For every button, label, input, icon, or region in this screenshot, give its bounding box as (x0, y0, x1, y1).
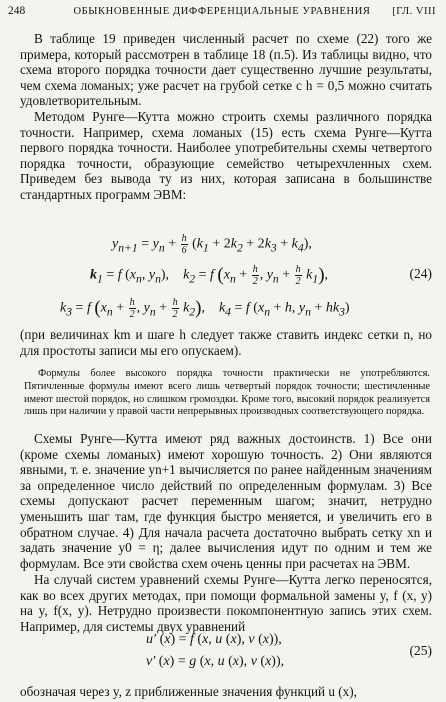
equation-number-25: (25) (409, 643, 432, 658)
paragraph-text: (при величинах km и шаге h следует также ставить индекс сетки n, но для простоты записи мы его опускаем). (20, 327, 432, 358)
equation-number-24: (24) (409, 266, 432, 281)
paragraph-notation (20, 684, 432, 700)
equation-24-line2: $k_1 = f$ ($x_n$, $y_n$), $k_2 = f$ ($x_n$ + $\frac{h}{2}$ , $y_n$ + $\frac{h}{2}$ $k_1$), (90, 264, 329, 287)
paragraph-text: обозначая через y, z приближенные значения функций u (x), (20, 684, 357, 699)
paragraph-text: В таблице 19 приведен численный расчет по схеме (22) того же примера, который рассмотрен в таблице 18 (п.5). Из таблицы видно, что схема второго порядка точности дает существенно лучшие результаты, чем схема ломаных; уже расчет на грубой сетке с h = 0,5 можно считать удовлетворительным. (20, 31, 432, 109)
paragraph-table19 (20, 31, 432, 109)
running-header (8, 5, 436, 21)
chapter-label: [ГЛ. VIII (392, 6, 436, 17)
paragraph-advantages (20, 431, 432, 571)
paragraph-text: Методом Рунге—Кутта можно строить схемы различного порядка точности. Например, схема ломаных (15) есть схема Рунге—Кутта первого порядка точности. Наиболее употребительны схемы четвертого порядка точности, образующие семейство четырехчленных схем. Приведем без вывода ту из них, которая записана в большинстве стандартных программ ЭВМ: (20, 109, 432, 202)
paragraph-text: Схемы Рунге—Кутта имеют ряд важных достоинств. 1) Все они (кроме схемы ломаных) имеют хорошую точность. 2) Они являются явными, т. е. значение yn+1 вычисляется по ранее найденным значениям за определенное число действий по определенным формулам. 3) Все схемы допускают расчет переменным шагом; значит, нетрудно уменьшить шаг там, где функция быстро меняется, и увеличить его в обратном случае. 4) Для начала расчета достаточно выбрать сетку xn и задать значение y0 = η; далее вычисления идут по одним и тем же формулам. Все эти свойства схем очень ценны при расчетах на ЭВМ. (20, 431, 432, 571)
equation-24-line3: $k_3 = f$ ($x_n$ + $\frac{h}{2}$ , $y_n$ + $\frac{h}{2}$ $k_2$), $k_4 = f$ ($x_n + h$, $y_n + hk_3$) (60, 297, 350, 320)
small-print-note (24, 368, 430, 419)
equation-25-line1: u′ (x) = f (x, u (x), v (x)), (146, 632, 282, 647)
page-number: 248 (8, 5, 26, 17)
running-title: ОБЫКНОВЕННЫЕ ДИФФЕРЕНЦИАЛЬНЫЕ УРАВНЕНИЯ (73, 6, 371, 17)
paragraph-text: На случай систем уравнений схемы Рунге—Кутта легко переносятся, как во всех других методах, при помощи формальной замены y, f (x, y) на y, f(x, y). Нетрудно произвести покомпонентную запись этих схем. Например, для системы двух уравнений (20, 572, 432, 634)
note-text: Формулы более высокого порядка точности практически не употребляются. Пятичленные формулы имеют всего лишь четвертый порядок точности; шестичленные имеют шестой порядок, но слишком громоздки. Кроме того, высокий порядок реализуется лишь при наличии у правой части непрерывных производных соответствующего порядка. (24, 368, 430, 418)
paragraph-systems (20, 572, 432, 634)
paragraph-runge-kutta (20, 109, 432, 203)
equation-25-line2: v′ (x) = g (x, u (x), v (x)), (146, 654, 285, 669)
equation-24-line1: $y_{n+1} = y_n$ + $\frac{h}{6}$ $(k_1 + 2k_2 + 2k_3 + k_4)$, (112, 233, 312, 256)
paragraph-index-note (20, 327, 432, 358)
